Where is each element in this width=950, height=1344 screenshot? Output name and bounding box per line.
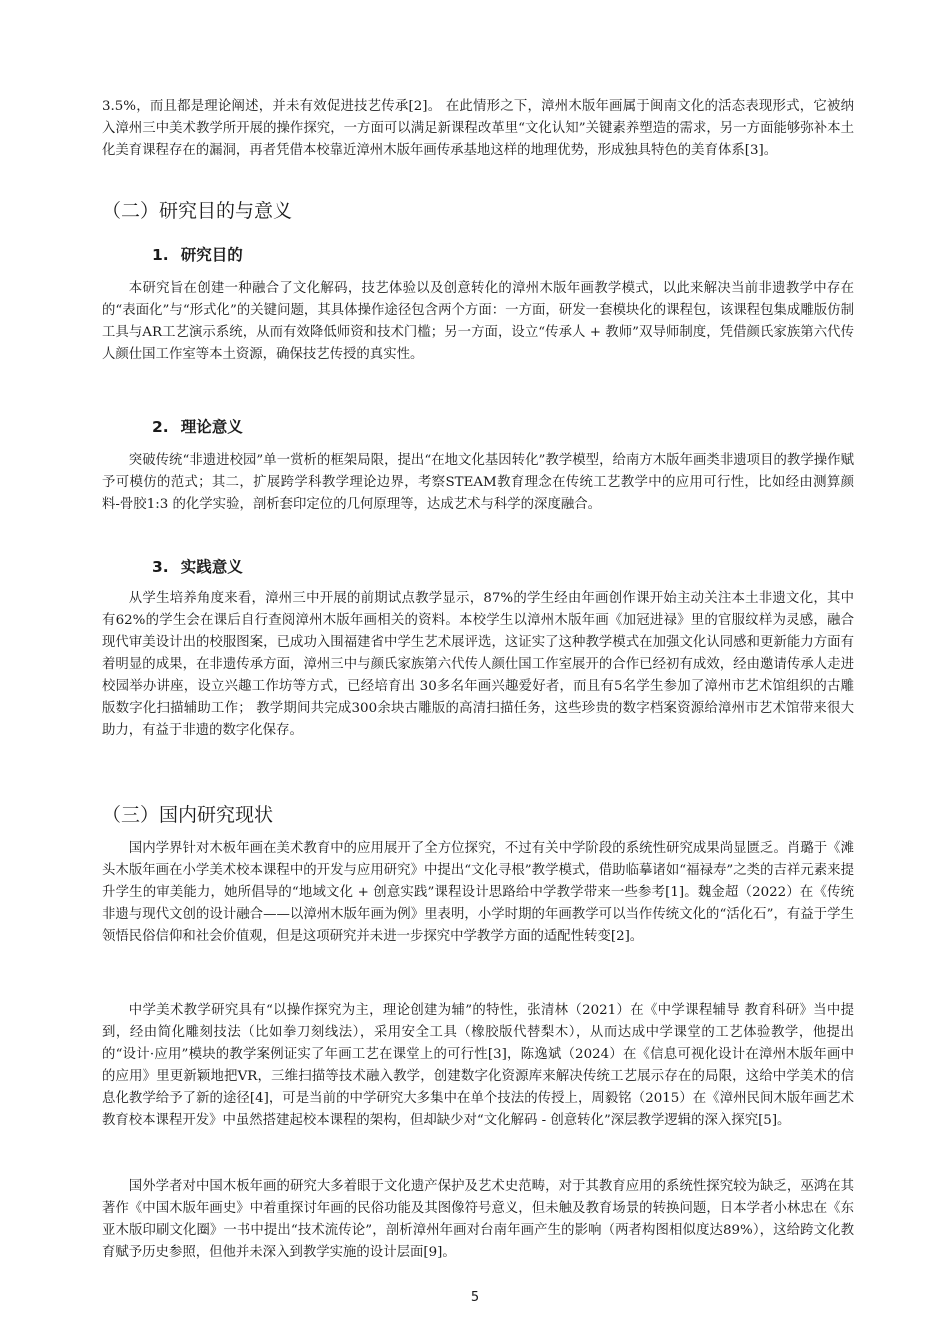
subheading-title: 研究目的 [180,246,243,264]
subheading-practical-significance [152,556,243,578]
section-heading-purpose-significance: （二）研究目的与意义 [102,200,293,222]
subheading-title: 理论意义 [180,418,243,436]
paragraph-research-purpose: 本研究旨在创建一种融合了文化解码，技艺体验以及创意转化的漳州木版年画教学模式，以此来解决当前非遗教学中存在的“表面化”与“形式化”的关键问题，其具体操作途径包含两个方面：一方面，研发一套模块化的课程包，该课程包集成雕版仿制工具与AR工艺演示系统，从而有效降低师资和技术门槛；另一方面，设立“传承人 + 教师”双导师制度，凭借颜氏家族第六代传人颜仕国工作室等本土资源，确保技艺传授的真实性。 [102,281,854,362]
section-heading-domestic-research: （三）国内研究现状 [102,804,274,826]
paragraph-practical-significance: 从学生培养角度来看，漳州三中开展的前期试点教学显示，87%的学生经由年画创作课开始主动关注本土非遗文化，其中有62%的学生会在课后自行查阅漳州木版年画相关的资料。本校学生以漳州木版年画《加冠进禄》里的官服纹样为灵感，融合现代审美设计出的校服图案，已成功入围福建省中学生艺术展评选，这证实了这种教学模式在加强文化认同感和更新能力方面有着明显的成果，在非遗传承方面，漳州三中与颜氏家族第六代传人颜仕国工作室展开的合作已经初有成效，经由邀请传承人走进校园举办讲座，设立兴趣工作坊等方式，已经培育出 30多名年画兴趣爱好者，而且有5名学生参加了漳州市艺术馆组织的古雕版数字化扫描辅助工作； 教学期间共完成300余块古雕版的高清扫描任务，这些珍贵的数字档案资源给漳州市艺术馆带来很大助力，有益于非遗的数字化保存。 [102,591,854,738]
paragraph-theoretical-significance: 突破传统“非遗进校园”单一赏析的框架局限，提出“在地文化基因转化”教学模型，给南方木版年画类非遗项目的教学操作赋予可模仿的范式；其二，扩展跨学科教学理论边界，考察STEAM教育理念在传统工艺教学中的应用可行性，比如经由测算颜料-骨胶1:3 的化学实验，剖析套印定位的几何原理等，达成艺术与科学的深度融合。 [102,453,854,512]
subheading-number: 1. [152,246,169,264]
paragraph-domestic-research-1: 国内学界针对木板年画在美术教育中的应用展开了全方位探究，不过有关中学阶段的系统性研究成果尚显匮乏。肖璐于《滩头木版年画在小学美术校本课程中的开发与应用研究》中提出“文化寻根”教学模式，借助临摹诸如“福禄寿”之类的吉祥元素来提升学生的审美能力，她所倡导的“地域文化 + 创意实践”课程设计思路给中学教学带来一些参考[1]。魏金超（2022）在《传统非遗与现代文创的设计融合——以漳州木版年画为例》里表明，小学时期的年画教学可以当作传统文化的“活化石”，有益于学生领悟民俗信仰和社会价值观，但是这项研究并未进一步探究中学教学方面的适配性转变[2]。 [102,841,854,944]
paragraph-foreign-research: 国外学者对中国木板年画的研究大多着眼于文化遗产保护及艺术史范畴，对于其教育应用的系统性探究较为缺乏，巫鸿在其著作《中国木版年画史》中着重探讨年画的民俗功能及其图像符号意义，但未触及教育场景的转换问题，日本学者小林忠在《东亚木版印刷文化圈》一书中提出“技术流传论”，剖析漳州年画对台南年画产生的影响（两者构图相似度达89%），这给跨文化教育赋予历史参照，但他并未深入到教学实施的设计层面[9]。 [102,1179,854,1260]
page-number: 5 [470,1290,480,1305]
subheading-research-purpose [152,244,243,266]
subheading-number: 3. [152,558,169,576]
intro-paragraph-end: 3.5%，而且都是理论阐述，并未有效促进技艺传承[2]。 在此情形之下，漳州木版年画属于闽南文化的活态表现形式，它被纳入漳州三中美术教学所开展的操作探究，一方面可以满足新课程改革里“文化认知”关键素养塑造的需求，另一方面能够弥补本土化美育课程存在的漏洞，再者凭借本校靠近漳州木版年画传承基地这样的地理优势，形成独具特色的美育体系[3]。 [102,99,854,158]
subheading-number: 2. [152,418,169,436]
paragraph-domestic-research-2: 中学美术教学研究具有“以操作探究为主，理论创建为辅”的特性，张清林（2021）在《中学课程辅导 教育科研》当中提到，经由简化雕刻技法（比如拳刀刻线法），采用安全工具（橡胶版代替梨木），从而达成中学课堂的工艺体验教学，他提出的“设计·应用”模块的教学案例证实了年画工艺在课堂上的可行性[3]，陈逸斌（2024）在《信息可视化设计在漳州木版年画中的应用》里更新颖地把VR，三维扫描等技术融入教学，创建数字化资源库来解决传统工艺展示存在的局限，这给中学美术的信息化教学给予了新的途径[4]，可是当前的中学研究大多集中在单个技法的传授上，周毅铭（2015）在《漳州民间木版年画艺术教育校本课程开发》中虽然搭建起校本课程的架构，但却缺少对“文化解码 - 创意转化”深层教学逻辑的深入探究[5]。 [102,1003,854,1128]
subheading-title: 实践意义 [180,558,243,576]
subheading-theoretical-significance [152,416,243,438]
